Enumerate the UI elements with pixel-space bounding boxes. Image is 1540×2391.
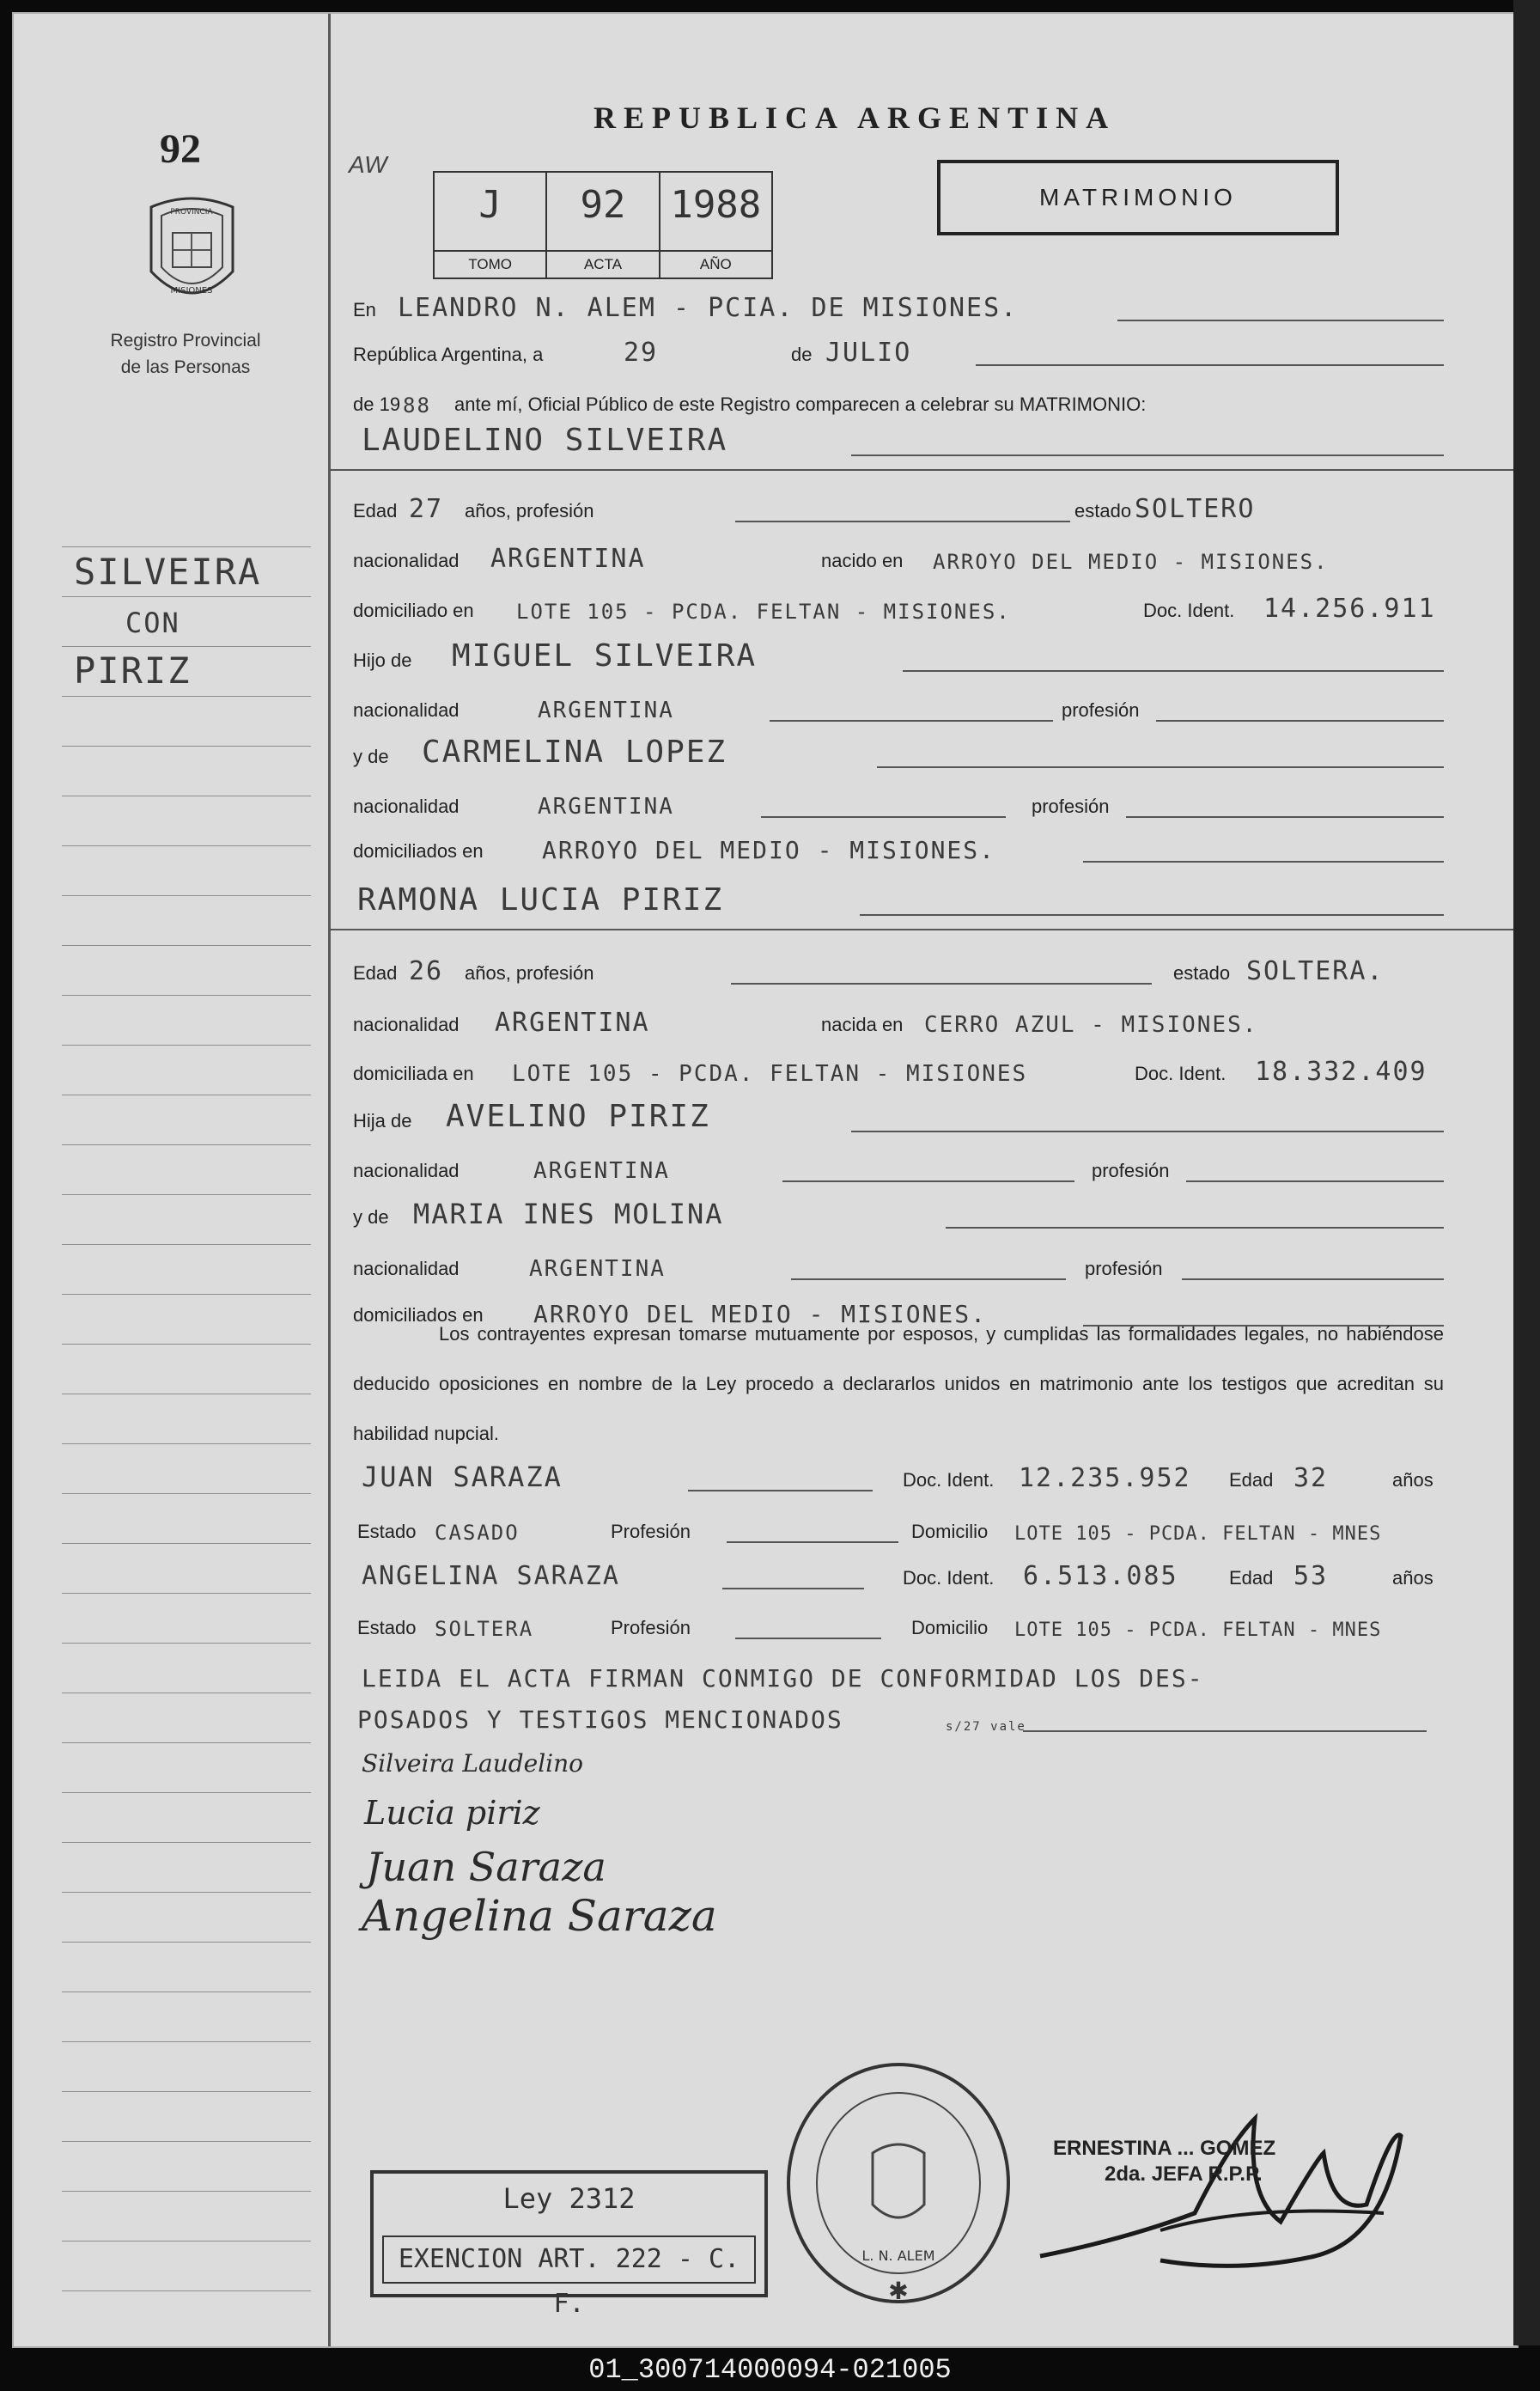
groom-nacionalidad: ARGENTINA bbox=[490, 544, 646, 574]
signature-1: Silveira Laudelino bbox=[362, 1749, 584, 1778]
groom-dom-line: domiciliado en LOTE 105 - PCDA. FELTAN - MISIONES. Doc. Ident. 14.256.911 bbox=[353, 594, 1436, 624]
acta-box bbox=[547, 173, 660, 278]
groom-mother: CARMELINA LOPEZ bbox=[422, 735, 727, 770]
page-title: REPUBLICA ARGENTINA bbox=[593, 101, 1117, 135]
bride-parents-dom-line: domiciliados en ARROYO DEL MEDIO - MISIONES. bbox=[353, 1292, 1461, 1332]
bride-father-line: Hija de AVELINO PIRIZ bbox=[353, 1098, 1461, 1138]
witness-1-age: 32 bbox=[1293, 1463, 1329, 1493]
stamp-exencion: EXENCION ART. 222 - C. F. bbox=[382, 2235, 756, 2284]
groom-mother-line: y de CARMELINA LOPEZ bbox=[353, 734, 1461, 773]
seal-bottom-text: MISIONES bbox=[170, 286, 213, 296]
groom-parents-dom-line: domiciliados en ARROYO DEL MEDIO - MISIONES. bbox=[353, 828, 1461, 868]
margin-surname-2: PIRIZ bbox=[74, 650, 192, 692]
witness-1-name: JUAN SARAZA bbox=[362, 1461, 563, 1493]
intro-date-line: República Argentina, a 29 de JULIO bbox=[353, 332, 1461, 371]
day-value: 29 bbox=[624, 338, 659, 368]
margin-con: CON bbox=[125, 607, 180, 639]
bride-estado: SOLTERA. bbox=[1246, 956, 1385, 986]
groom-name-line bbox=[353, 422, 1461, 461]
groom-nacido: ARROYO DEL MEDIO - MISIONES. bbox=[933, 550, 1329, 574]
provincial-seal-icon bbox=[143, 190, 241, 314]
closing-line-1: LEIDA EL ACTA FIRMAN CONMIGO DE CONFORMIDAD LOS DES- bbox=[362, 1664, 1204, 1693]
groom-name: LAUDELINO SILVEIRA bbox=[362, 423, 728, 458]
bride-mother: MARIA INES MOLINA bbox=[413, 1198, 724, 1230]
witness-2-estado: SOLTERA bbox=[435, 1617, 534, 1641]
doc-type-box: MATRIMONIO bbox=[937, 160, 1339, 235]
witness-2-line: ANGELINA SARAZA Doc. Ident. 6.513.085 Edad 53 años bbox=[362, 1561, 1433, 1591]
registry-round-seal-icon bbox=[782, 2059, 1014, 2308]
official-signature-block bbox=[1053, 2136, 1275, 2187]
groom-father: MIGUEL SILVEIRA bbox=[452, 638, 758, 674]
official-title: 2da. JEFA R.P.P. bbox=[1105, 2162, 1263, 2186]
certificate-page bbox=[12, 12, 1519, 2348]
bride-nacida: CERRO AZUL - MISIONES. bbox=[924, 1012, 1258, 1038]
bride-nacionalidad: ARGENTINA bbox=[495, 1008, 650, 1038]
bride-age-line: Edad 26 años, profesión estado SOLTERA. bbox=[353, 956, 1385, 986]
ano-value: 1988 bbox=[670, 183, 762, 227]
registry-line-2: de las Personas bbox=[120, 357, 251, 377]
witness-2-doc: 6.513.085 bbox=[1023, 1561, 1178, 1591]
bride-mother-line: y de MARIA INES MOLINA bbox=[353, 1194, 1461, 1234]
signature-4: Angelina Saraza bbox=[362, 1891, 717, 1941]
witness-2-info-line: Estado SOLTERA Profesión Domicilio LOTE 105 - PCDA. FELTAN - MNES bbox=[357, 1617, 1382, 1641]
ano-label: AÑO bbox=[660, 250, 771, 278]
bride-father-nac-line: nacionalidad ARGENTINA profesión bbox=[353, 1148, 1461, 1187]
witness-1-estado: CASADO bbox=[435, 1521, 520, 1545]
acta-value: 92 bbox=[580, 183, 626, 227]
bride-father: AVELINO PIRIZ bbox=[446, 1099, 710, 1134]
official-name: ERNESTINA ... GOMEZ bbox=[1053, 2137, 1276, 2160]
witness-1-dom: LOTE 105 - PCDA. FELTAN - MNES bbox=[1014, 1523, 1382, 1545]
witness-1-doc: 12.235.952 bbox=[1019, 1463, 1191, 1493]
record-boxes bbox=[433, 171, 773, 279]
groom-age: 27 bbox=[409, 494, 444, 524]
exemption-stamp bbox=[370, 2170, 768, 2319]
year-suffix: 88 bbox=[403, 393, 431, 418]
bride-dom-line: domiciliada en LOTE 105 - PCDA. FELTAN - MISIONES Doc. Ident. 18.332.409 bbox=[353, 1057, 1427, 1087]
page-number: 92 bbox=[160, 126, 201, 172]
page-edge bbox=[1513, 0, 1540, 2345]
groom-nac-line: nacionalidad ARGENTINA nacido en ARROYO DEL MEDIO - MISIONES. bbox=[353, 544, 1329, 574]
witness-2-name: ANGELINA SARAZA bbox=[362, 1561, 620, 1591]
tomo-value: J bbox=[478, 183, 502, 227]
bride-name: RAMONA LUCIA PIRIZ bbox=[357, 882, 724, 918]
declaration-text: Los contrayentes expresan tomarse mutuamente por esposos, y cumplidas las formalidades legales, no habiéndose deducido oposiciones en nombre de la Ley procedo a declararlos unidos en matrimonio ante los testigos que acreditan su habilidad nupcial. bbox=[353, 1323, 1444, 1444]
bride-domicilio: LOTE 105 - PCDA. FELTAN - MISIONES bbox=[512, 1061, 1028, 1087]
groom-mother-nac-line: nacionalidad ARGENTINA profesión bbox=[353, 784, 1461, 823]
month-value: JULIO bbox=[825, 338, 912, 368]
svg-text:✱: ✱ bbox=[888, 2278, 909, 2304]
witness-1-info-line: Estado CASADO Profesión Domicilio LOTE 105 - PCDA. FELTAN - MNES bbox=[357, 1521, 1382, 1545]
groom-doc: 14.256.911 bbox=[1263, 594, 1436, 624]
closing-line-2: POSADOS Y TESTIGOS MENCIONADOS s/27 vale bbox=[353, 1698, 1461, 1737]
place-value: LEANDRO N. ALEM - PCIA. DE MISIONES. bbox=[398, 293, 1019, 323]
registry-name bbox=[74, 327, 297, 381]
groom-father-line: Hijo de MIGUEL SILVEIRA bbox=[353, 637, 1461, 677]
seal-top-text: PROVINCIA bbox=[170, 208, 213, 217]
margin-surname-1: SILVEIRA bbox=[74, 551, 262, 593]
bride-age: 26 bbox=[409, 956, 444, 986]
signature-2: Lucia piriz bbox=[364, 1794, 540, 1832]
groom-estado: SOLTERO bbox=[1135, 494, 1256, 524]
tomo-box bbox=[435, 173, 547, 278]
intro-text-line: de 19 88 ante mí, Oficial Público de este Registro comparecen a celebrar su MATRIMONIO: bbox=[353, 393, 1147, 418]
groom-age-line: Edad 27 años, profesión estado SOLTERO bbox=[353, 494, 1256, 524]
groom-domicilio: LOTE 105 - PCDA. FELTAN - MISIONES. bbox=[516, 600, 1011, 624]
bride-name-line bbox=[353, 881, 1461, 921]
acta-label: ACTA bbox=[547, 250, 658, 278]
groom-father-nac-line: nacionalidad ARGENTINA profesión bbox=[353, 687, 1461, 727]
registry-line-1: Registro Provincial bbox=[110, 331, 261, 351]
ano-box bbox=[660, 173, 771, 278]
file-name: 01_300714000094-021005 bbox=[588, 2354, 952, 2386]
stamp-ley: Ley 2312 bbox=[502, 2182, 636, 2215]
witness-1-line: JUAN SARAZA Doc. Ident. 12.235.952 Edad 32 años bbox=[362, 1461, 1433, 1493]
tomo-label: TOMO bbox=[435, 250, 545, 278]
witness-2-age: 53 bbox=[1293, 1561, 1329, 1591]
bride-doc: 18.332.409 bbox=[1255, 1057, 1427, 1087]
seal-place: L. N. ALEM bbox=[861, 2248, 935, 2264]
signature-3: Juan Saraza bbox=[366, 1844, 606, 1890]
bride-nac-line: nacionalidad ARGENTINA nacida en CERRO AZUL - MISIONES. bbox=[353, 1008, 1258, 1038]
bride-mother-nac-line: nacionalidad ARGENTINA profesión bbox=[353, 1246, 1461, 1285]
clerk-initials: AW bbox=[349, 151, 387, 178]
intro-place-line: En LEANDRO N. ALEM - PCIA. DE MISIONES. bbox=[353, 287, 1461, 326]
closing-note: s/27 vale bbox=[946, 1720, 1026, 1734]
witness-2-dom: LOTE 105 - PCDA. FELTAN - MNES bbox=[1014, 1619, 1382, 1641]
